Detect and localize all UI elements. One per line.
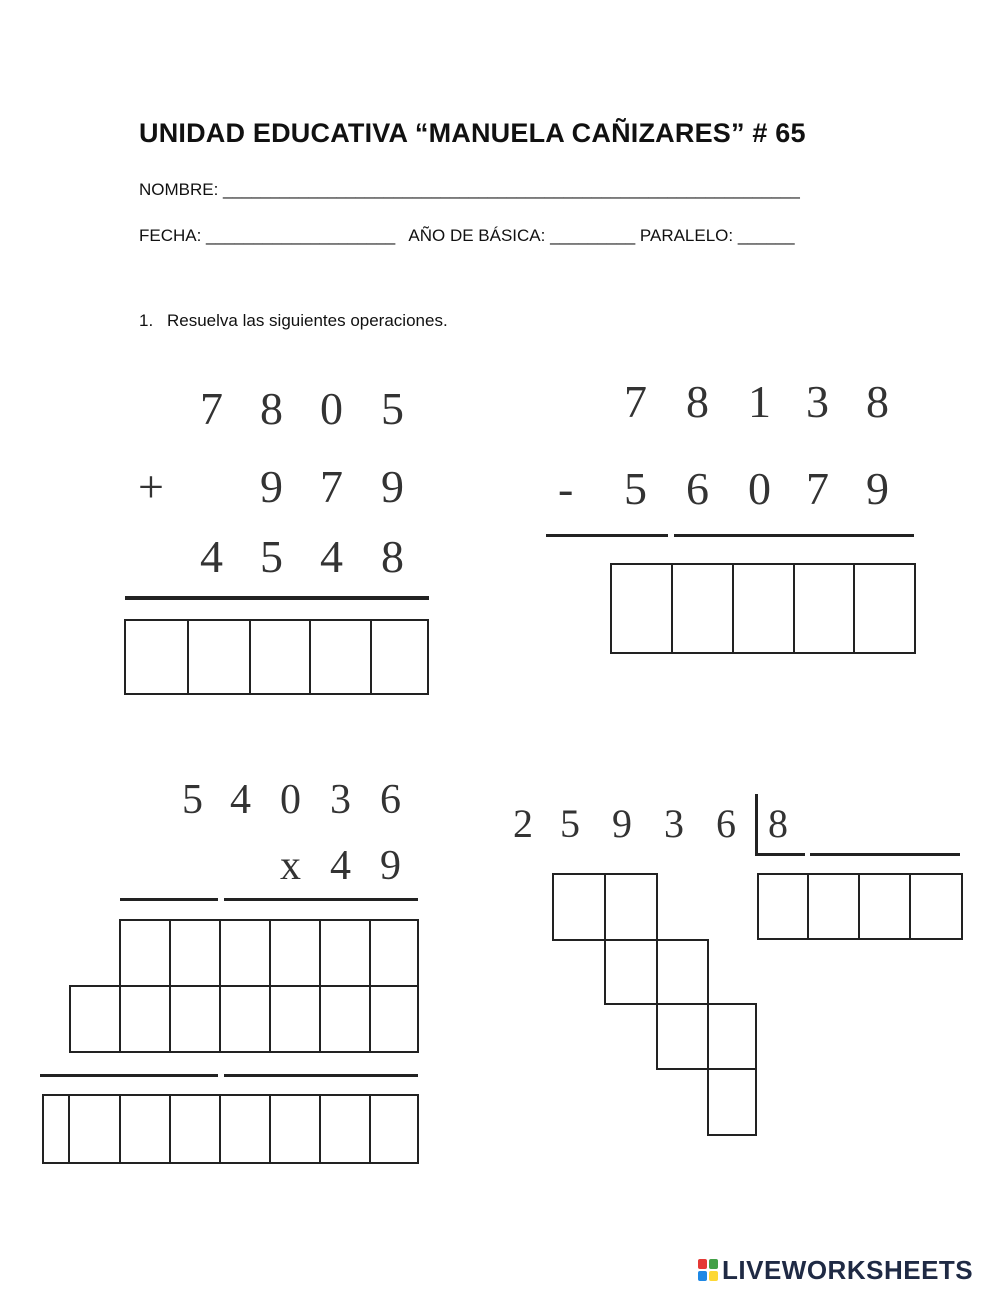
answer-box[interactable] (309, 619, 372, 695)
digit: 5 (624, 463, 647, 514)
subtraction-row-2 (0, 462, 1000, 518)
instruction-number: 1. (139, 311, 154, 330)
answer-box[interactable] (604, 873, 658, 941)
answer-box[interactable] (119, 1094, 171, 1164)
answer-box[interactable] (169, 1094, 221, 1164)
division-quotient-line (810, 853, 960, 856)
digit: 4 (200, 531, 223, 582)
answer-box[interactable] (42, 1094, 70, 1164)
digit: 6 (380, 777, 401, 823)
answer-box[interactable] (707, 1068, 757, 1136)
digit: 1 (748, 376, 771, 427)
addition-operator: + (138, 461, 164, 512)
answer-box[interactable] (319, 919, 371, 987)
digit: 4 (230, 777, 251, 823)
subtraction-line-left (546, 534, 668, 537)
answer-box[interactable] (219, 919, 271, 987)
answer-box[interactable] (319, 985, 371, 1053)
digit: 5 (182, 777, 203, 823)
digit: 9 (866, 463, 889, 514)
answer-box[interactable] (656, 939, 709, 1005)
worksheet-title: UNIDAD EDUCATIVA “MANUELA CAÑIZARES” # 65 (139, 118, 806, 148)
answer-box[interactable] (610, 563, 673, 654)
answer-box[interactable] (119, 919, 171, 987)
answer-box[interactable] (656, 1003, 709, 1070)
answer-box[interactable] (793, 563, 855, 654)
digit: 0 (320, 383, 343, 434)
name-field-line[interactable]: NOMBRE: _____________________________________________________________ (139, 180, 800, 199)
answer-box[interactable] (169, 919, 221, 987)
digit: 7 (320, 461, 343, 512)
digit: 7 (200, 383, 223, 434)
answer-box[interactable] (219, 1094, 271, 1164)
date-grade-section-line[interactable]: FECHA: ____________________ AÑO DE BÁSICA: _________ PARALELO: ______ (139, 226, 795, 245)
digit: 8 (381, 531, 404, 582)
digit: 9 (612, 801, 632, 846)
digit: 6 (716, 801, 736, 846)
digit: 3 (664, 801, 684, 846)
answer-box[interactable] (69, 985, 121, 1053)
division-bracket-vertical (755, 794, 758, 856)
digit: 8 (260, 383, 283, 434)
answer-box[interactable] (219, 985, 271, 1053)
digit: 2 (513, 801, 533, 846)
answer-box[interactable] (124, 619, 189, 695)
digit: 4 (320, 531, 343, 582)
answer-box[interactable] (757, 873, 809, 940)
addition-sum-line (125, 596, 429, 600)
multiplication-line-left (120, 898, 218, 901)
digit: 4 (330, 843, 351, 889)
answer-box[interactable] (853, 563, 916, 654)
digit: 0 (280, 777, 301, 823)
answer-box[interactable] (249, 619, 311, 695)
answer-box[interactable] (187, 619, 251, 695)
digit: 8 (686, 376, 709, 427)
answer-box[interactable] (169, 985, 221, 1053)
brand-name: LIVEWORKSHEETS (722, 1254, 974, 1285)
answer-box[interactable] (269, 1094, 321, 1164)
answer-box[interactable] (909, 873, 963, 940)
division-divisor: 8 (768, 801, 788, 846)
multiplication-sum-line-left (40, 1074, 218, 1077)
answer-box[interactable] (319, 1094, 371, 1164)
digit: 9 (380, 843, 401, 889)
addition-row-3 (0, 530, 440, 586)
answer-box[interactable] (119, 985, 171, 1053)
answer-box[interactable] (604, 939, 658, 1005)
digit: 9 (260, 461, 283, 512)
digit: 9 (381, 461, 404, 512)
digit: 5 (381, 383, 404, 434)
subtraction-line-right (674, 534, 914, 537)
answer-box[interactable] (671, 563, 734, 654)
answer-box[interactable] (370, 619, 429, 695)
instruction-text: Resuelva las siguientes operaciones. (167, 311, 448, 330)
digit: 7 (806, 463, 829, 514)
answer-box[interactable] (858, 873, 911, 940)
digit: 5 (260, 531, 283, 582)
answer-box[interactable] (369, 985, 419, 1053)
answer-box[interactable] (732, 563, 795, 654)
digit: 8 (866, 376, 889, 427)
multiplication-row-2 (0, 842, 440, 896)
digit: 3 (330, 777, 351, 823)
division-bracket-horizontal (755, 853, 805, 856)
digit: 7 (624, 376, 647, 427)
subtraction-row-1 (0, 375, 1000, 431)
answer-box[interactable] (552, 873, 606, 941)
digit: 5 (560, 801, 580, 846)
digit: 0 (748, 463, 771, 514)
liveworksheets-logo-icon (698, 1259, 718, 1281)
answer-box[interactable] (369, 1094, 419, 1164)
answer-box[interactable] (269, 919, 321, 987)
answer-box[interactable] (68, 1094, 121, 1164)
multiplication-operator: x (280, 843, 301, 889)
multiplication-sum-line-right (224, 1074, 418, 1077)
answer-box[interactable] (707, 1003, 757, 1070)
digit: 3 (806, 376, 829, 427)
answer-box[interactable] (269, 985, 321, 1053)
multiplication-line-right (224, 898, 418, 901)
digit: 6 (686, 463, 709, 514)
liveworksheets-logo (698, 1256, 973, 1284)
division-dividend (0, 800, 1000, 850)
answer-box[interactable] (807, 873, 860, 940)
answer-box[interactable] (369, 919, 419, 987)
subtraction-operator: - (558, 463, 574, 514)
instruction (139, 311, 448, 331)
